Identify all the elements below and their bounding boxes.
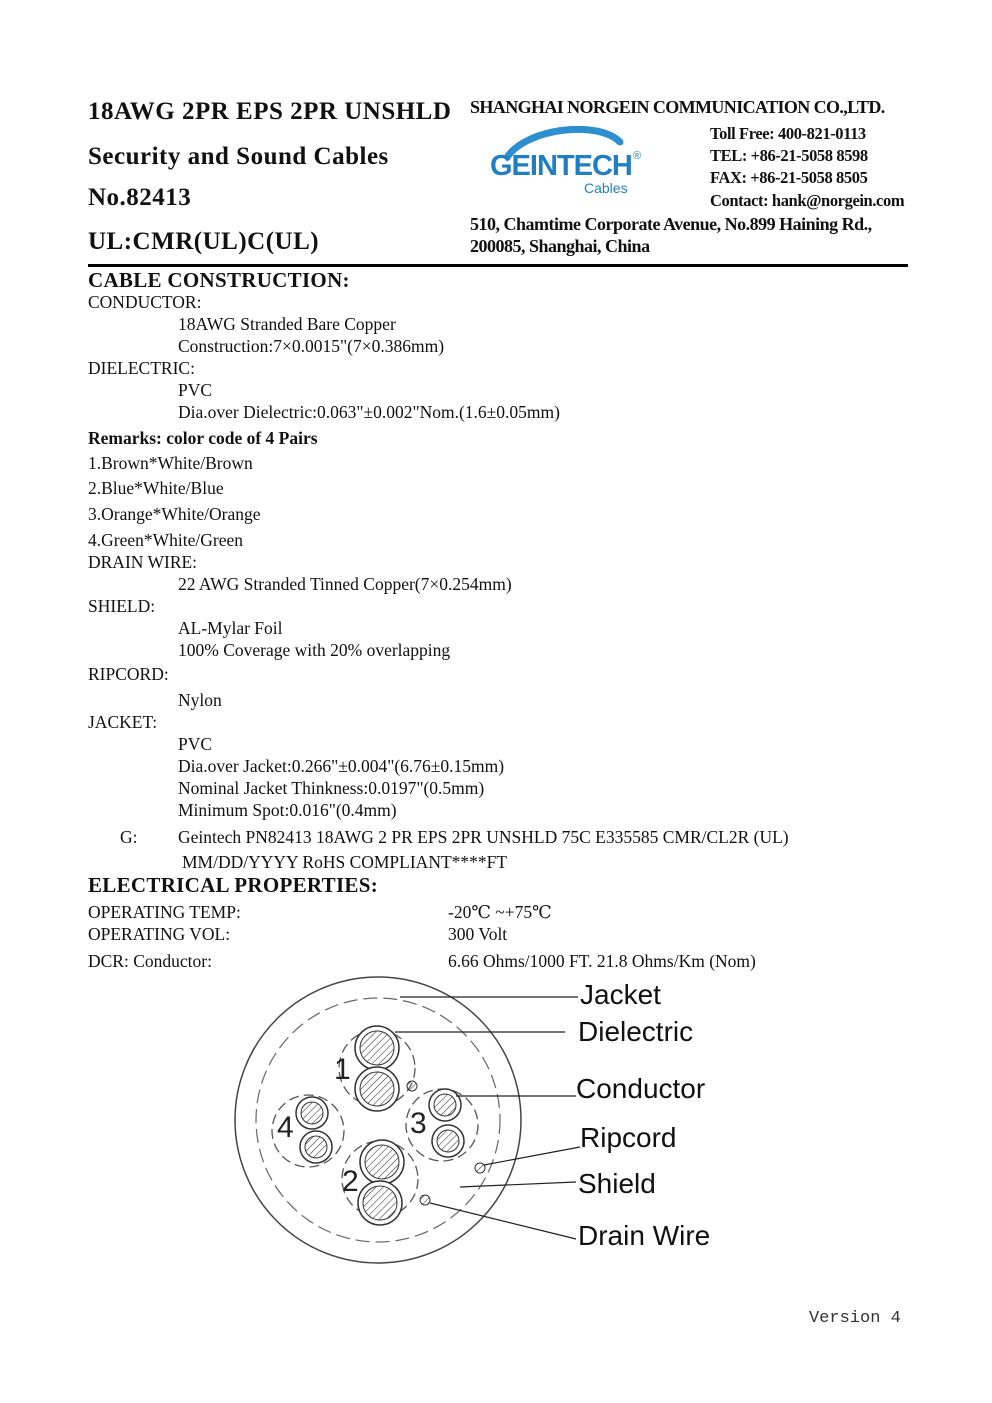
temp-value: -20℃ ~+75℃ [448,902,552,922]
company-name: SHANGHAI NORGEIN COMMUNICATION CO.,LTD. [470,97,885,117]
pair-1: 1.Brown*White/Brown [88,453,253,473]
jacket-line-1: PVC [178,734,213,754]
title-line-3: No.82413 [88,184,192,211]
version: Version 4 [809,1309,901,1328]
jacket-line-4: Minimum Spot:0.016"(0.4mm) [178,800,397,820]
dcr-value: 6.66 Ohms/1000 FT. 21.8 Ohms/Km (Nom) [448,951,756,971]
label-ripcord: Ripcord [580,1122,677,1153]
label-jacket: Jacket [580,979,661,1010]
geintech-logo [488,120,648,200]
pair-4: 4.Green*White/Green [88,530,243,550]
vol-value: 300 Volt [448,924,508,944]
conductor-line-2: Construction:7×0.0015"(7×0.386mm) [178,336,445,356]
pair-1-drain [407,1081,417,1091]
drain-line-1: 22 AWG Stranded Tinned Copper(7×0.254mm) [178,574,512,594]
pair-number-4: 4 [277,1111,294,1144]
pair-1-conductor-a [360,1031,394,1065]
label-dielectric: Dielectric [578,1016,694,1047]
jacket-line-3: Nominal Jacket Thinkness:0.0197"(0.5mm) [178,778,485,798]
drain-label: DRAIN WIRE: [88,552,198,572]
pair-number-1: 1 [334,1053,351,1086]
label-conductor: Conductor [576,1073,706,1104]
dielectric-line-1: PVC [178,380,213,400]
leader-drain [430,1203,576,1239]
ripcord-label: RIPCORD: [88,664,169,684]
title-line-1: 18AWG 2PR EPS 2PR UNSHLD [88,98,452,125]
title-line-2: Security and Sound Cables [88,143,389,170]
label-shield: Shield [578,1168,656,1199]
pair-number-3: 3 [410,1107,427,1140]
logo-registered: ® [633,150,642,162]
ripcord [475,1163,485,1173]
address-line-2: 200085, Shanghai, China [470,236,650,256]
leader-ripcord [484,1147,580,1165]
conductor-label: CONDUCTOR: [88,292,202,312]
pair-2: 2.Blue*White/Blue [88,478,224,498]
remarks: Remarks: color code of 4 Pairs [88,428,318,448]
dcr-label: DCR: Conductor: [88,951,212,971]
label-drain-wire: Drain Wire [578,1220,711,1251]
tel: TEL: +86-21-5058 8598 [710,146,868,165]
shield-line-2: 100% Coverage with 20% overlapping [178,640,451,660]
dielectric-label: DIELECTRIC: [88,358,195,378]
address-line-1: 510, Chamtime Corporate Avenue, No.899 Haining Rd., [470,214,872,234]
jacket-label: JACKET: [88,712,158,732]
logo-subtext: Cables [584,180,628,196]
g-label: G: [120,827,138,847]
pair-number-2: 2 [342,1165,359,1198]
pair-3-conductor-a [434,1094,456,1116]
contact-email: Contact: hank@norgein.com [710,191,905,210]
print-legend-line-2: MM/DD/YYYY RoHS COMPLIANT****FT [182,852,508,872]
title-line-4: UL:CMR(UL)C(UL) [88,228,320,255]
pair-2-drain [420,1195,430,1205]
leader-shield [460,1182,576,1187]
pair-2-conductor-b [363,1186,397,1220]
shield-label: SHIELD: [88,596,156,616]
pair-4-conductor-b [305,1136,327,1158]
temp-label: OPERATING TEMP: [88,902,241,922]
toll-free: Toll Free: 400-821-0113 [710,124,866,143]
pair-1-conductor-b [360,1072,394,1106]
pair-3: 3.Orange*White/Orange [88,504,261,524]
pair-4-conductor-a [301,1102,323,1124]
pair-3-conductor-b [437,1130,459,1152]
ripcord-line-1: Nylon [178,690,222,710]
fax: FAX: +86-21-5058 8505 [710,168,868,187]
conductor-line-1: 18AWG Stranded Bare Copper [178,314,396,334]
header-divider [88,264,908,267]
construction-heading: CABLE CONSTRUCTION: [88,268,350,292]
jacket-line-2: Dia.over Jacket:0.266"±0.004"(6.76±0.15mm) [178,756,505,776]
vol-label: OPERATING VOL: [88,924,231,944]
dielectric-line-2: Dia.over Dielectric:0.063"±0.002"Nom.(1.6±0.05mm) [178,402,560,422]
print-legend-line-1: Geintech PN82413 18AWG 2 PR EPS 2PR UNSHLD 75C E335585 CMR/CL2R (UL) [178,827,789,847]
electrical-heading: ELECTRICAL PROPERTIES: [88,873,379,897]
logo-text: GEINTECH [490,150,632,182]
shield-line-1: AL-Mylar Foil [178,618,283,638]
pair-2-conductor-a [365,1145,399,1179]
